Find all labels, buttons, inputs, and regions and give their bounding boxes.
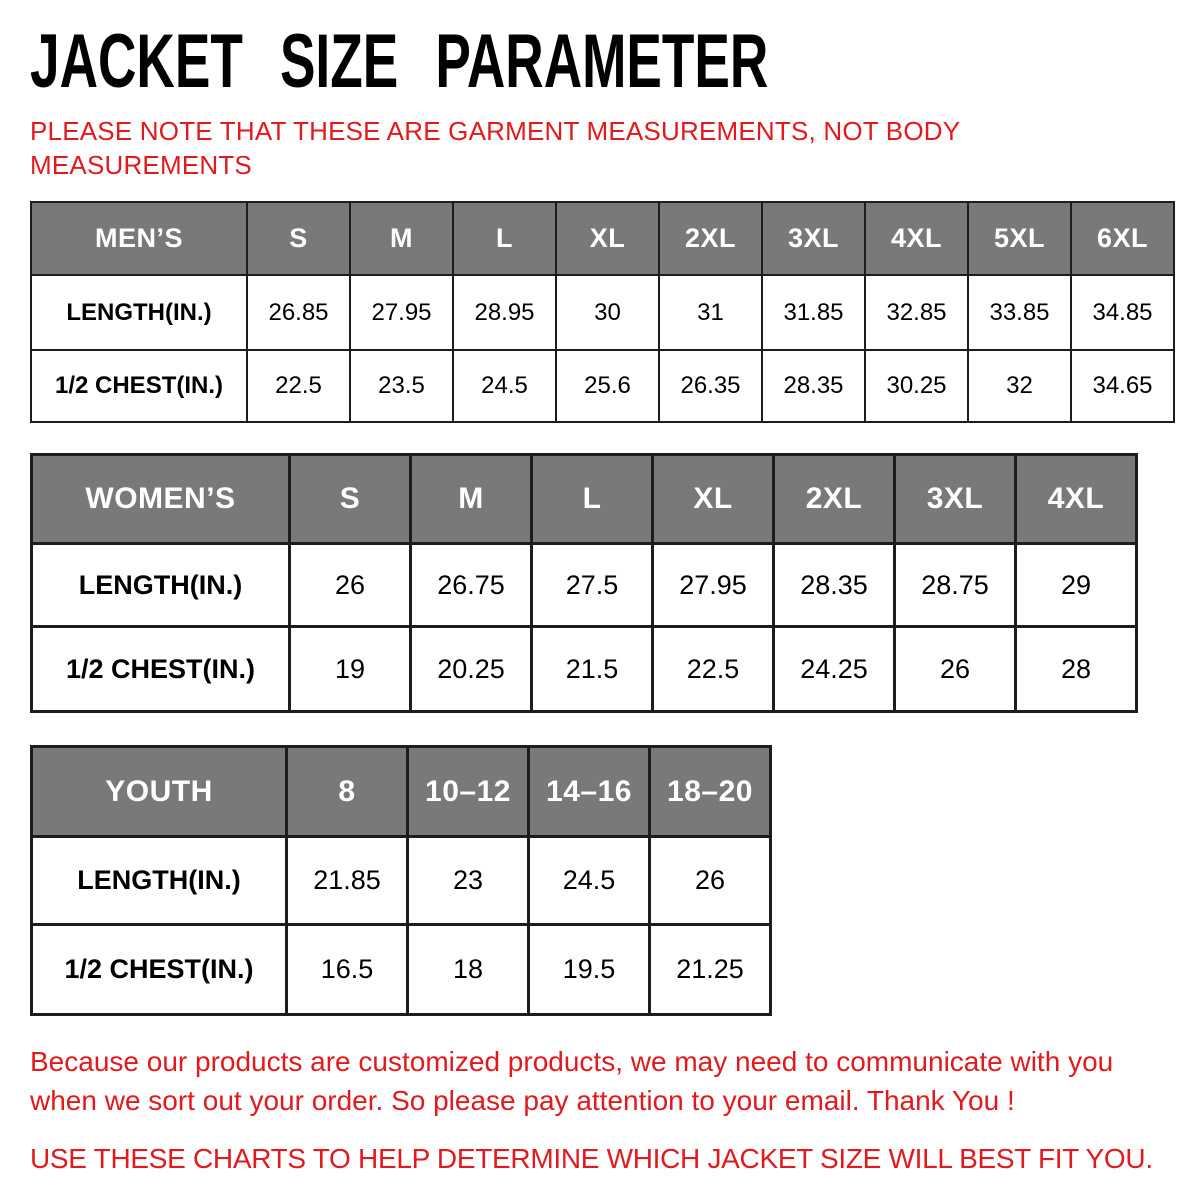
- womens-size-header: 2XL: [774, 455, 895, 544]
- mens-size-header: M: [350, 202, 453, 275]
- womens-value-cell: 19: [290, 627, 411, 712]
- youth-value-cell: 16.5: [287, 925, 408, 1015]
- womens-value-cell: 26: [895, 627, 1016, 712]
- mens-value-cell: 26.85: [247, 275, 350, 350]
- mens-value-cell: 31.85: [762, 275, 865, 350]
- womens-size-header: 4XL: [1016, 455, 1137, 544]
- womens-value-cell: 24.25: [774, 627, 895, 712]
- mens-value-cell: 28.35: [762, 350, 865, 422]
- womens-value-cell: 28.75: [895, 544, 1016, 627]
- youth-value-cell: 23: [408, 837, 529, 925]
- womens-value-cell: 27.95: [653, 544, 774, 627]
- youth-value-cell: 24.5: [529, 837, 650, 925]
- womens-value-cell: 28: [1016, 627, 1137, 712]
- mens-value-cell: 27.95: [350, 275, 453, 350]
- mens-size-header: 2XL: [659, 202, 762, 275]
- mens-value-cell: 30.25: [865, 350, 968, 422]
- mens-value-cell: 32: [968, 350, 1071, 422]
- womens-table-title: WOMEN’S: [32, 455, 290, 544]
- womens-value-cell: 26.75: [411, 544, 532, 627]
- womens-value-cell: 27.5: [532, 544, 653, 627]
- mens-size-header: 4XL: [865, 202, 968, 275]
- womens-value-cell: 22.5: [653, 627, 774, 712]
- youth-size-header: 8: [287, 747, 408, 837]
- mens-size-header: XL: [556, 202, 659, 275]
- youth-size-header: 18–20: [650, 747, 771, 837]
- mens-value-cell: 25.6: [556, 350, 659, 422]
- mens-value-cell: 32.85: [865, 275, 968, 350]
- womens-row-label: LENGTH(IN.): [32, 544, 290, 627]
- youth-value-cell: 26: [650, 837, 771, 925]
- mens-row-label: LENGTH(IN.): [31, 275, 247, 350]
- mens-value-cell: 34.65: [1071, 350, 1174, 422]
- womens-value-cell: 26: [290, 544, 411, 627]
- size-tables: [30, 201, 1175, 1016]
- mens-value-cell: 31: [659, 275, 762, 350]
- mens-value-cell: 26.35: [659, 350, 762, 422]
- womens-value-cell: 28.35: [774, 544, 895, 627]
- womens-size-header: XL: [653, 455, 774, 544]
- page-title-text: JACKET SIZE PARAMETER: [30, 19, 769, 104]
- youth-size-table: [30, 745, 772, 1016]
- womens-size-header: 3XL: [895, 455, 1016, 544]
- youth-value-cell: 18: [408, 925, 529, 1015]
- mens-value-cell: 30: [556, 275, 659, 350]
- mens-table-title: MEN’S: [31, 202, 247, 275]
- youth-table-title: YOUTH: [32, 747, 287, 837]
- womens-size-header: M: [411, 455, 532, 544]
- youth-value-cell: 19.5: [529, 925, 650, 1015]
- mens-size-table: [30, 201, 1175, 423]
- mens-value-cell: 33.85: [968, 275, 1071, 350]
- mens-value-cell: 22.5: [247, 350, 350, 422]
- womens-value-cell: 21.5: [532, 627, 653, 712]
- page-title: [30, 19, 1175, 104]
- mens-size-header: 6XL: [1071, 202, 1174, 275]
- chart-usage-note: USE THESE CHARTS TO HELP DETERMINE WHICH JACKET SIZE WILL BEST FIT YOU.: [30, 1143, 1153, 1174]
- youth-size-header: 14–16: [529, 747, 650, 837]
- womens-size-header: L: [532, 455, 653, 544]
- youth-row-label: LENGTH(IN.): [32, 837, 287, 925]
- youth-size-header: 10–12: [408, 747, 529, 837]
- womens-size-table: [30, 453, 1138, 713]
- mens-value-cell: 24.5: [453, 350, 556, 422]
- womens-value-cell: 29: [1016, 544, 1137, 627]
- youth-value-cell: 21.85: [287, 837, 408, 925]
- mens-size-header: 3XL: [762, 202, 865, 275]
- mens-value-cell: 28.95: [453, 275, 556, 350]
- mens-size-header: 5XL: [968, 202, 1071, 275]
- mens-row-label: 1/2 CHEST(IN.): [31, 350, 247, 422]
- mens-size-header: S: [247, 202, 350, 275]
- womens-size-header: S: [290, 455, 411, 544]
- mens-size-header: L: [453, 202, 556, 275]
- mens-value-cell: 34.85: [1071, 275, 1174, 350]
- womens-row-label: 1/2 CHEST(IN.): [32, 627, 290, 712]
- youth-value-cell: 21.25: [650, 925, 771, 1015]
- garment-measurement-note: PLEASE NOTE THAT THESE ARE GARMENT MEASUREMENTS, NOT BODY MEASUREMENTS: [30, 116, 960, 180]
- customization-notice: Because our products are customized products, we may need to communicate with you when we sort out your order. So please pay attention to your email. Thank You !: [30, 1046, 1114, 1116]
- mens-value-cell: 23.5: [350, 350, 453, 422]
- womens-value-cell: 20.25: [411, 627, 532, 712]
- youth-row-label: 1/2 CHEST(IN.): [32, 925, 287, 1015]
